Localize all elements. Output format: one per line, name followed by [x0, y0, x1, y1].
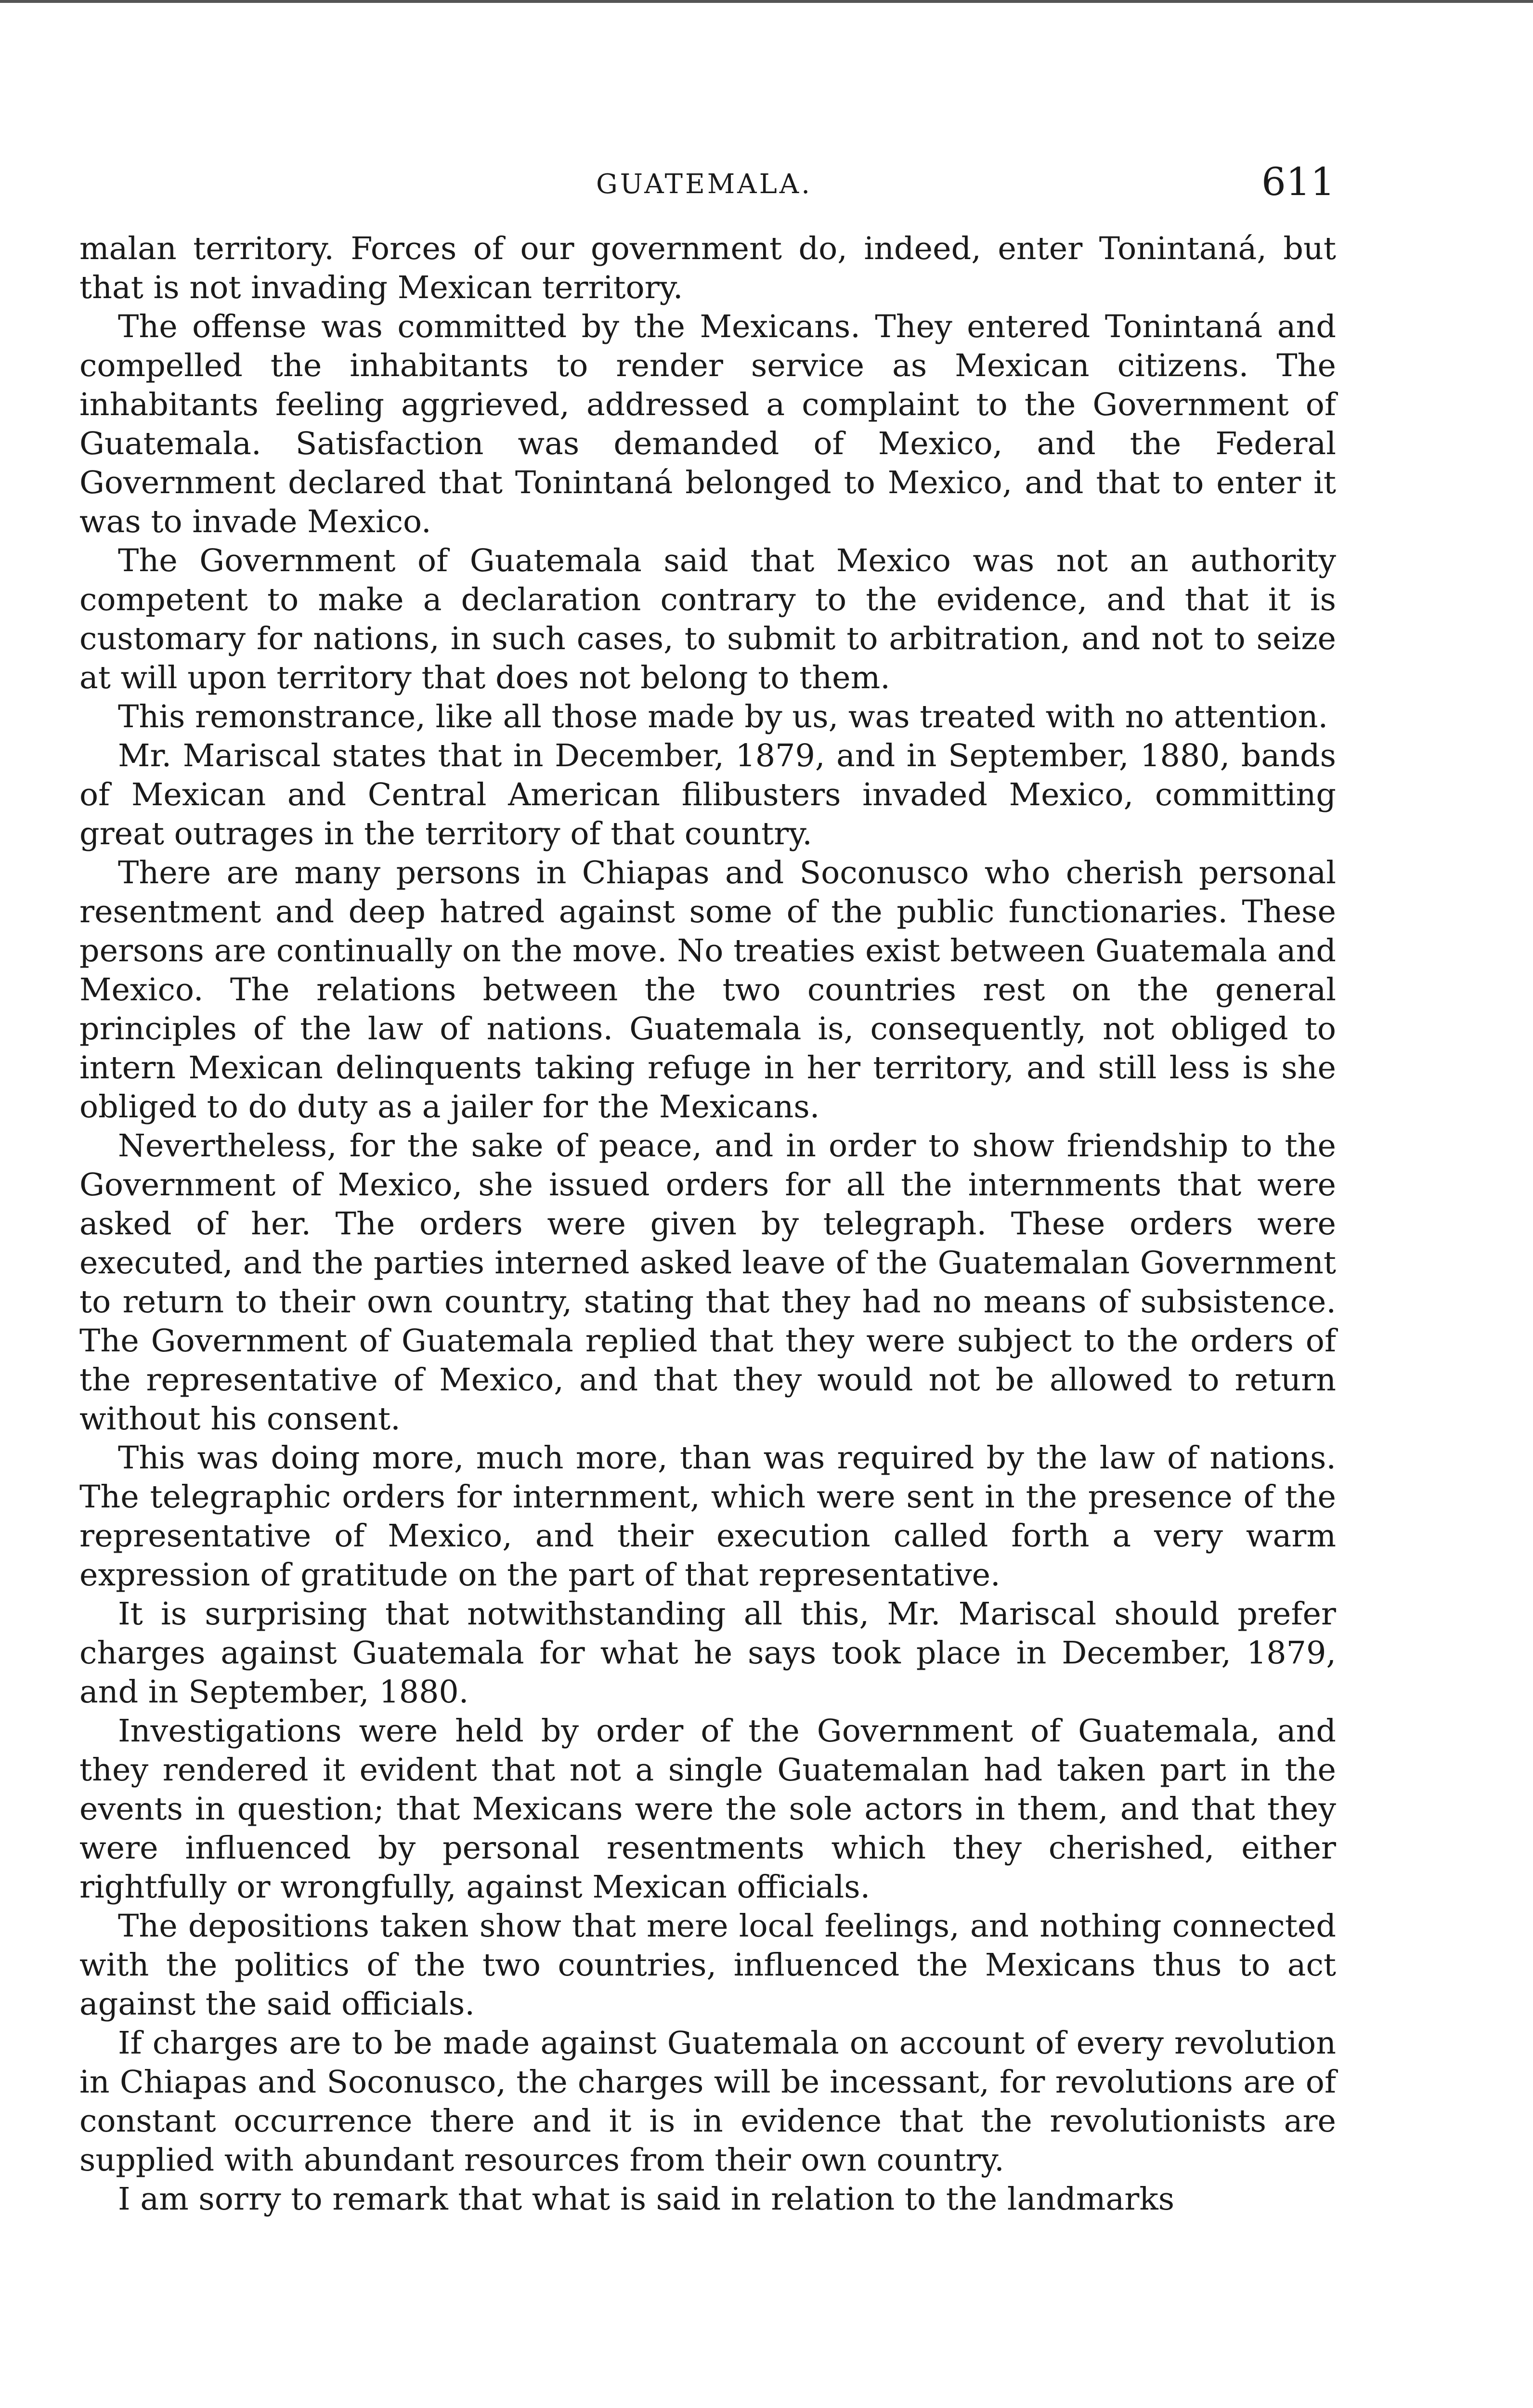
running-head	[0, 159, 1533, 212]
paragraph-government-reply: The Government of Guatemala said that Mexico was not an authority competent to make a declaration contrary to the evidence, and that it is customary for nations, in such cases, to submit to arbitration, and not to seize at will upon territory that does not belong to them.	[79, 543, 1336, 696]
paragraph-landmarks: I am sorry to remark that what is said in relation to the landmarks	[118, 2181, 1175, 2217]
body-text	[79, 229, 1336, 2219]
paragraph-remonstrance: This remonstrance, like all those made by us, was treated with no attention.	[118, 699, 1328, 735]
paragraph-investigations: Investigations were held by order of the Government of Guatemala, and they rendered it evident that not a single Guatemalan had taken part in the events in question; that Mexicans were the sole actors in them, and that they were influenced by personal resentments which they cherished, either rightfully or wrongfully, against Mexican officials.	[79, 1713, 1336, 1905]
page-number: 611	[1261, 159, 1335, 204]
paragraph-continuation: malan territory. Forces of our government do, indeed, enter Tonintaná, but that is not invading Mexican territory.	[79, 231, 1336, 306]
paragraph-surprising: It is surprising that notwithstanding all this, Mr. Mariscal should prefer charges against Guatemala for what he says took place in December, 1879, and in September, 1880.	[79, 1596, 1336, 1710]
paragraph-revolutions: If charges are to be made against Guatemala on account of every revolution in Chiapas and Soconusco, the charges will be incessant, for revolutions are of constant occurrence there and it is in evidence that the revolutionists are supplied with abundant resources from their own country.	[79, 2025, 1336, 2178]
paragraph-chiapas-soconusco: There are many persons in Chiapas and Soconusco who cherish personal resentment and deep hatred against some of the public functionaries. These persons are continually on the move. No treaties exist between Guatemala and Mexico. The relations between the two countries rest on the general principles of the law of nations. Guatemala is, consequently, not obliged to intern Mexican delinquents taking refuge in her territory, and still less is she obliged to do duty as a jailer for the Mexicans.	[79, 855, 1336, 1125]
running-title: GUATEMALA.	[596, 169, 813, 200]
paragraph-mariscal-states: Mr. Mariscal states that in December, 1879, and in September, 1880, bands of Mexican and Central American filibusters invaded Mexico, committing great outrages in the territory of that country.	[79, 738, 1336, 852]
paragraph-depositions: The depositions taken show that mere local feelings, and nothing connected with the politics of the two countries, influenced the Mexicans thus to act against the said officials.	[79, 1908, 1336, 2022]
paragraph-offense: The offense was committed by the Mexicans. They entered Tonintaná and compelled the inhabitants to render service as Mexican citizens. The inhabitants feeling aggrieved, addressed a complaint to the Government of Guatemala. Satisfaction was demanded of Mexico, and the Federal Government declared that Tonintaná belonged to Mexico, and that to enter it was to invade Mexico.	[79, 309, 1336, 540]
paragraph-law-of-nations: This was doing more, much more, than was required by the law of nations. The telegraphic orders for internment, which were sent in the presence of the representative of Mexico, and their execution called forth a very warm expression of gratitude on the part of that representative.	[79, 1440, 1336, 1593]
top-edge-rule	[0, 0, 1533, 3]
paragraph-internments: Nevertheless, for the sake of peace, and in order to show friendship to the Government of Mexico, she issued orders for all the internments that were asked of her. The orders were given by telegraph. These orders were executed, and the parties interned asked leave of the Guatemalan Government to return to their own country, stating that they had no means of subsistence. The Government of Guatemala replied that they were subject to the orders of the representative of Mexico, and that they would not be allowed to return without his consent.	[79, 1128, 1336, 1437]
